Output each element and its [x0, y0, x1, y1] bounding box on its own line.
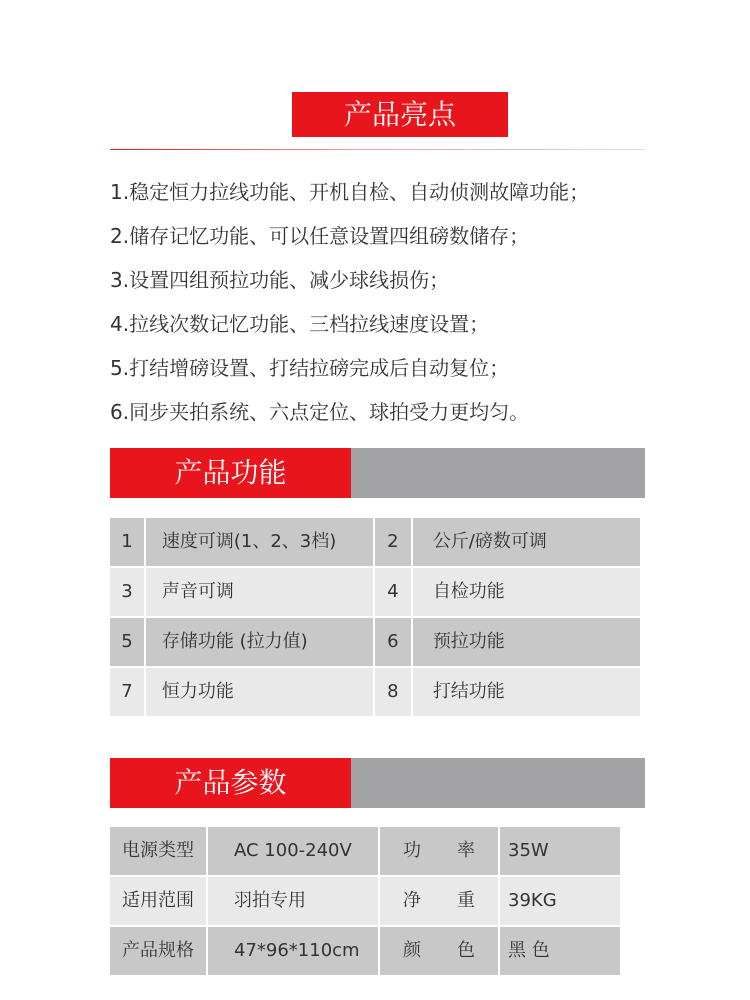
param-label: 适用范围	[110, 877, 206, 925]
table-row	[110, 568, 640, 618]
function-name: 恒力功能	[146, 668, 373, 716]
highlight-item: 5.打结增磅设置、打结拉磅完成后自动复位；	[110, 356, 510, 380]
function-number: 8	[375, 668, 411, 716]
table-row	[110, 518, 640, 568]
highlight-item: 1.稳定恒力拉线功能、开机自检、自动侦测故障功能；	[110, 180, 590, 204]
param-label: 电源类型	[110, 827, 206, 875]
functions-table	[110, 518, 640, 718]
params-section-header	[110, 758, 645, 808]
function-name: 打结功能	[413, 668, 640, 716]
function-name: 自检功能	[413, 568, 640, 616]
table-row	[110, 927, 640, 977]
param-value: 羽拍专用	[208, 877, 378, 925]
function-name: 速度可调(1、2、3档)	[146, 518, 373, 566]
function-number: 3	[110, 568, 144, 616]
function-name: 存储功能 (拉力值)	[146, 618, 373, 666]
function-number: 7	[110, 668, 144, 716]
param-label: 净 重	[380, 877, 498, 925]
function-name: 声音可调	[146, 568, 373, 616]
param-value: 47*96*110cm	[208, 927, 378, 975]
function-number: 5	[110, 618, 144, 666]
function-name: 预拉功能	[413, 618, 640, 666]
table-row	[110, 877, 640, 927]
highlight-item: 2.储存记忆功能、可以任意设置四组磅数储存；	[110, 224, 530, 248]
highlight-item: 4.拉线次数记忆功能、三档拉线速度设置；	[110, 312, 490, 336]
highlight-item: 3.设置四组预拉功能、减少球线损伤；	[110, 268, 450, 292]
param-value: AC 100-240V	[208, 827, 378, 875]
param-value: 39KG	[500, 877, 620, 925]
function-number: 4	[375, 568, 411, 616]
function-name: 公斤/磅数可调	[413, 518, 640, 566]
function-number: 6	[375, 618, 411, 666]
param-value: 黑 色	[500, 927, 620, 975]
param-label: 颜 色	[380, 927, 498, 975]
param-label: 产品规格	[110, 927, 206, 975]
param-label: 功 率	[380, 827, 498, 875]
highlights-title: 产品亮点	[343, 98, 456, 131]
table-row	[110, 618, 640, 668]
functions-section-header	[110, 448, 645, 498]
table-row	[110, 668, 640, 718]
functions-title: 产品功能	[174, 456, 287, 489]
param-value: 35W	[500, 827, 620, 875]
table-row	[110, 827, 640, 877]
params-table	[110, 827, 640, 977]
highlight-item: 6.同步夹拍系统、六点定位、球拍受力更均匀。	[110, 400, 530, 424]
params-title: 产品参数	[174, 766, 287, 799]
function-number: 1	[110, 518, 144, 566]
function-number: 2	[375, 518, 411, 566]
highlights-divider	[110, 149, 645, 150]
highlights-list	[110, 170, 670, 434]
highlights-title-banner	[292, 92, 508, 137]
